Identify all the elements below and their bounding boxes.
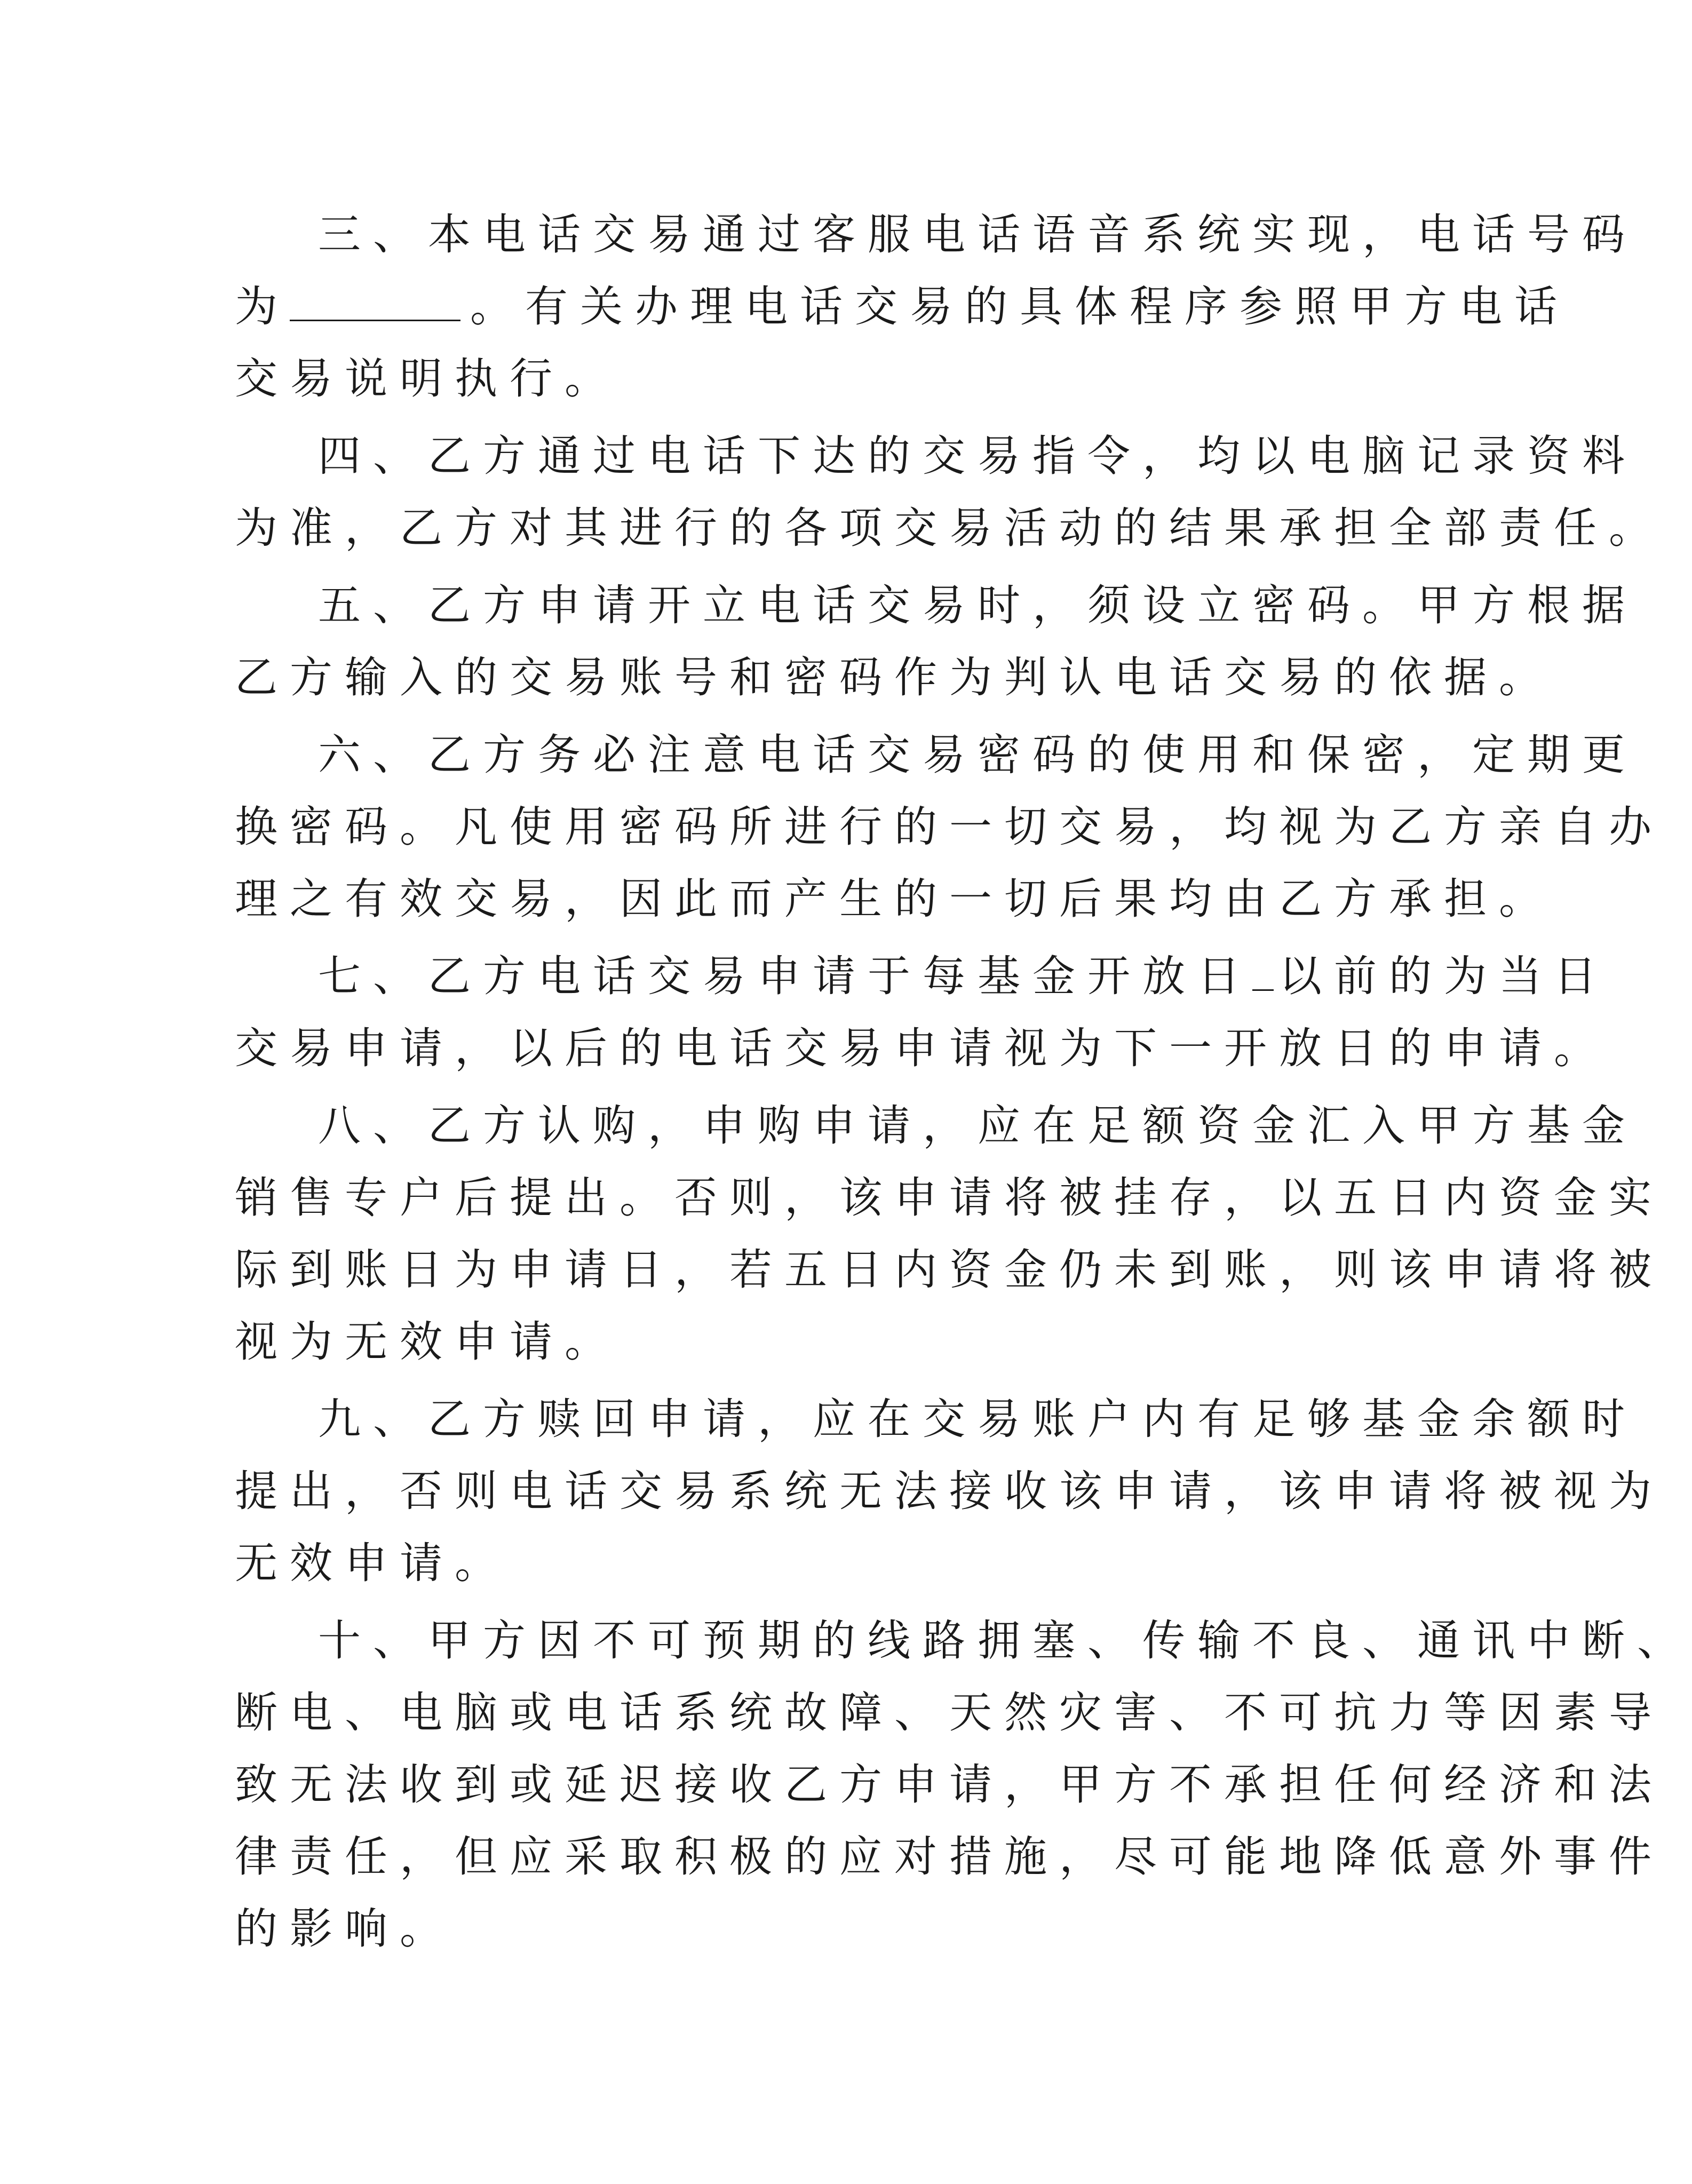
paragraph-8-line-2: [235, 1158, 1664, 1238]
paragraph-10-line-5: [235, 1889, 1313, 1969]
paragraph-9-line-2: [235, 1451, 1664, 1531]
paragraph-8-line-1: [318, 1086, 1637, 1166]
paragraph-9-line-3: [235, 1523, 1313, 1603]
paragraph-5-line-2: [235, 638, 1554, 718]
paragraph-6-line-3: [235, 859, 1554, 939]
text-run: 致无法收到或延迟接收乙方申请，甲方不承担任何经济和法: [235, 1760, 1664, 1809]
text-run: 。有关办理电话交易的具体程序参照甲方电话: [470, 282, 1569, 331]
text-run: 八、乙方认购，申购申请，应在足额资金汇入甲方基金: [318, 1101, 1637, 1150]
paragraph-10-line-2: [235, 1673, 1664, 1753]
paragraph-6-line-1: [318, 715, 1637, 795]
paragraph-4-line-1: [318, 416, 1637, 496]
text-run: 际到账日为申请日，若五日内资金仍未到账，则该申请将被: [235, 1245, 1664, 1294]
paragraph-8-line-4: [235, 1302, 1313, 1382]
paragraph-7-line-1: [318, 936, 1609, 1016]
text-run: 无效申请。: [235, 1538, 510, 1588]
text-run: 交易说明执行。: [235, 354, 619, 403]
text-run: 五、乙方申请开立电话交易时，须设立密码。甲方根据: [318, 581, 1637, 630]
time-blank: [1252, 952, 1274, 991]
text-run: 以前的为当日: [1279, 951, 1609, 1001]
text-run: 销售专户后提出。否则，该申请将被挂存，以五日内资金实: [235, 1173, 1664, 1222]
text-run: 律责任，但应采取积极的应对措施，尽可能地降低意外事件: [235, 1832, 1664, 1881]
paragraph-7-line-2: [235, 1008, 1609, 1089]
paragraph-6-line-2: [235, 787, 1664, 867]
text-run: 理之有效交易，因此而产生的一切后果均由乙方承担。: [235, 874, 1554, 924]
text-run: 乙方输入的交易账号和密码作为判认电话交易的依据。: [235, 653, 1554, 702]
paragraph-8-line-3: [235, 1230, 1664, 1310]
paragraph-9-line-1: [318, 1379, 1637, 1459]
paragraph-10-line-3: [235, 1745, 1664, 1825]
paragraph-3-line-1: [318, 195, 1637, 275]
paragraph-3-line-3: [235, 339, 1313, 419]
text-run: 六、乙方务必注意电话交易密码的使用和保密，定期更: [318, 730, 1637, 780]
paragraph-10-line-1: [318, 1601, 1692, 1681]
text-run: 四、乙方通过电话下达的交易指令，均以电脑记录资料: [318, 431, 1637, 481]
paragraph-3-line-2: [235, 267, 1569, 347]
paragraph-4-line-2: [235, 488, 1664, 568]
paragraph-10-line-4: [235, 1817, 1664, 1897]
text-run: 九、乙方赎回申请，应在交易账户内有足够基金余额时: [318, 1394, 1637, 1444]
text-run: 三、本电话交易通过客服电话语音系统实现，电话号码: [318, 210, 1637, 259]
phone-number-blank: [290, 277, 460, 321]
text-run: 断电、电脑或电话系统故障、天然灾害、不可抗力等因素导: [235, 1688, 1664, 1737]
text-run: 七、乙方电话交易申请于每基金开放日: [318, 951, 1252, 1001]
text-run: 为: [235, 282, 290, 331]
text-run: 提出，否则电话交易系统无法接收该申请，该申请将被视为: [235, 1466, 1664, 1516]
text-run: 换密码。凡使用密码所进行的一切交易，均视为乙方亲自办: [235, 802, 1664, 852]
text-run: 交易申请，以后的电话交易申请视为下一开放日的申请。: [235, 1023, 1609, 1073]
paragraph-5-line-1: [318, 566, 1637, 646]
text-run: 十、甲方因不可预期的线路拥塞、传输不良、通讯中断、: [318, 1616, 1692, 1665]
text-run: 为准，乙方对其进行的各项交易活动的结果承担全部责任。: [235, 503, 1664, 553]
text-run: 视为无效申请。: [235, 1317, 619, 1367]
text-run: 的影响。: [235, 1904, 455, 1953]
